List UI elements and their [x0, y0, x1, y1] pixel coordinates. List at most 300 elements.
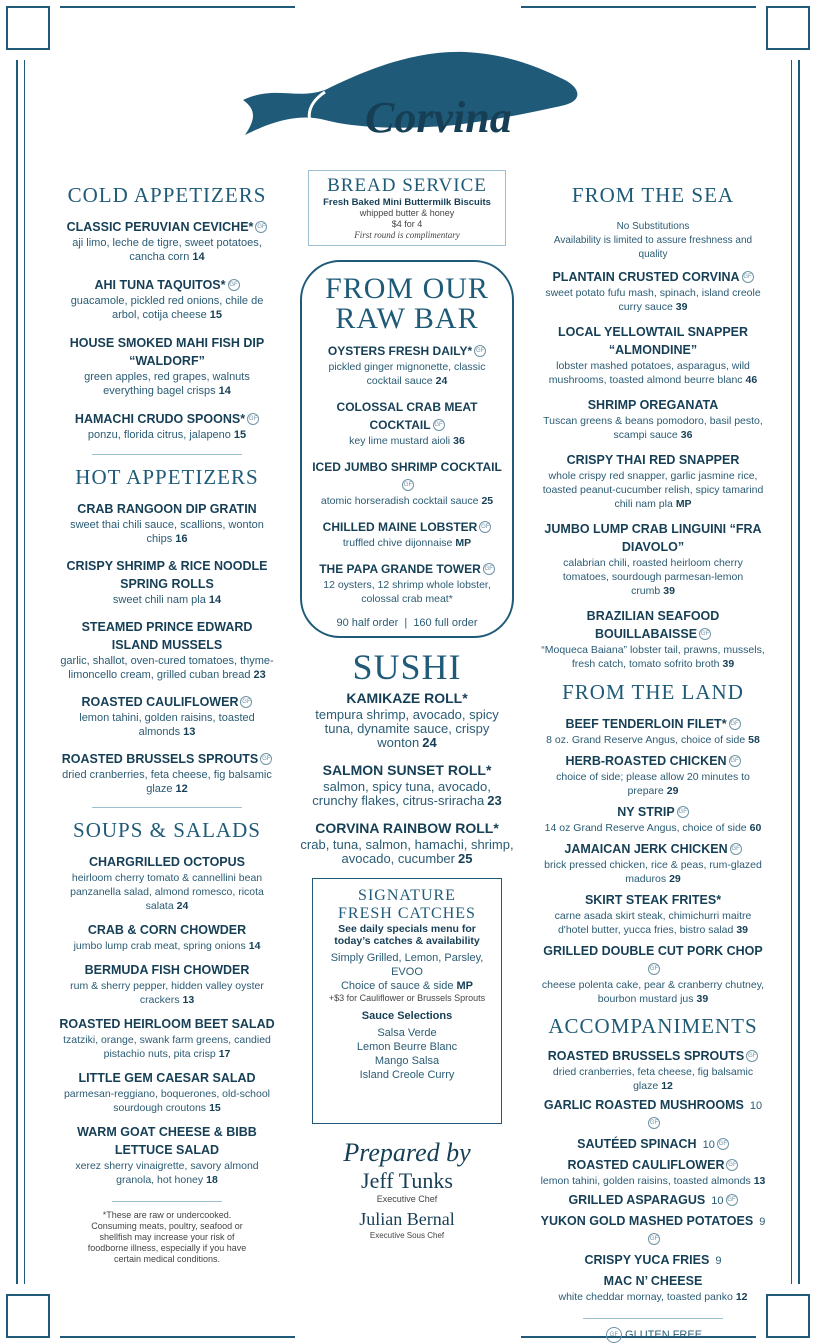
sea-note-2: Availability is limited to assure freshness and quality [553, 235, 753, 260]
left-column [58, 183, 276, 1265]
menu-item-name: YUKON GOLD MASHED POTATOES [540, 1214, 754, 1228]
menu-item-header [540, 715, 766, 733]
menu-item-header [58, 1123, 276, 1159]
menu-item-desc [540, 556, 766, 598]
menu-item [540, 1135, 766, 1153]
menu-item-desc-text: xerez sherry vinaigrette, savory almond granola, hot honey [75, 1160, 259, 1186]
from-the-sea-title: FROM THE SEA [571, 183, 735, 207]
menu-item-price: 39 [722, 658, 735, 670]
gluten-free-icon: GF [677, 806, 689, 818]
gluten-free-icon: GF [474, 345, 486, 357]
menu-item-price: 58 [748, 734, 760, 746]
frame-line-bottom-left [60, 1336, 295, 1338]
menu-item-header [540, 803, 766, 821]
menu-item-price: 23 [253, 669, 266, 681]
menu-item-name: COLOSSAL CRAB MEAT COCKTAIL [336, 400, 478, 432]
signature-choice [321, 979, 493, 993]
menu-item-header [58, 853, 276, 871]
sous-chef-title: Executive Sous Chef [369, 1231, 445, 1240]
gluten-free-icon: GF [479, 521, 491, 533]
menu-item-desc [540, 909, 766, 937]
menu-item-header [540, 1191, 766, 1209]
menu-item [58, 750, 276, 796]
menu-item-header [540, 520, 766, 556]
menu-item-price: 10 [708, 1195, 724, 1207]
menu-item-header [310, 398, 504, 434]
menu-item-desc-text: pickled ginger mignonette, classic cocktail sauce [328, 361, 486, 387]
menu-item [58, 410, 276, 442]
signature-box [312, 878, 502, 1124]
menu-item-desc-text: sweet thai chili sauce, scallions, wonton chips [70, 519, 264, 545]
menu-item-name: CRISPY SHRIMP & RICE NOODLE SPRING ROLLS [66, 559, 268, 591]
menu-item-desc [300, 780, 514, 808]
menu-item-name: CRAB & CORN CHOWDER [87, 923, 247, 937]
menu-item-desc-text: atomic horseradish cocktail sauce [320, 495, 479, 507]
menu-item-price: 29 [666, 785, 679, 797]
menu-item-desc-text: 12 oysters, 12 shrimp whole lobster, colossal crab meat* [323, 579, 491, 605]
menu-item-header [58, 961, 276, 979]
menu-item-desc [540, 1065, 766, 1093]
menu-item-desc-text: calabrian chili, roasted heirloom cherry tomatoes, sourdough parmesan-lemon crumb [562, 557, 744, 597]
gluten-free-icon: GF [648, 1117, 660, 1129]
menu-item-name: ICED JUMBO SHRIMP COCKTAIL [312, 460, 502, 474]
menu-item-desc [540, 770, 766, 798]
menu-item-header [310, 342, 504, 360]
menu-item [310, 342, 504, 388]
menu-item-desc-text: parmesan-reggiano, boquerones, old-school sourdough croutons [63, 1088, 271, 1114]
menu-item-desc-text: sweet potato fufu mash, spinach, island creole curry sauce [545, 287, 761, 313]
menu-item [58, 334, 276, 398]
sauce-item: Island Creole Curry [359, 1069, 455, 1081]
menu-item-price: 12 [175, 783, 188, 795]
sauce-list [321, 1026, 493, 1082]
gluten-free-icon: GF [402, 479, 414, 491]
menu-item-name: ROASTED CAULIFLOWER [81, 695, 239, 709]
divider [112, 1201, 222, 1202]
menu-item [540, 1251, 766, 1269]
menu-item-name: LOCAL YELLOWTAIL SNAPPER “ALMONDINE” [557, 325, 749, 357]
gluten-free-icon: GF [729, 755, 741, 767]
cold-appetizers-list [58, 218, 276, 442]
menu-item-desc-text: tzatziki, orange, swank farm greens, candied pistachio nuts, pita crisp [63, 1034, 271, 1060]
menu-item-header [58, 500, 276, 518]
frame-line-top-left [60, 6, 295, 8]
menu-item [540, 752, 766, 798]
menu-item-header [58, 1069, 276, 1087]
raw-bar-title: FROM OUR RAW BAR [325, 272, 489, 335]
menu-item-price: 29 [669, 873, 681, 885]
menu-item-price: 13 [183, 726, 196, 738]
menu-item-header [58, 750, 276, 768]
gluten-free-icon: GF [648, 1233, 660, 1245]
menu-item-price: 14 [248, 940, 261, 952]
menu-item-desc-text: whole crispy red snapper, garlic jasmine rice, toasted peanut-cucumber relish, spicy tamarind chili nam pla [542, 470, 764, 510]
menu-item-desc [58, 939, 276, 953]
menu-item [300, 762, 514, 808]
sushi-title: SUSHI [352, 647, 462, 687]
bread-service-note: First round is complimentary [354, 230, 460, 240]
menu-item-name: CLASSIC PERUVIAN CEVICHE* [66, 220, 254, 234]
gluten-free-icon: GF [648, 963, 660, 975]
raw-bar-box [300, 260, 514, 638]
menu-item-header [310, 560, 504, 578]
menu-item-name: CORVINA RAINBOW ROLL* [315, 820, 499, 836]
menu-item-desc [310, 360, 504, 388]
gluten-free-icon: GF [726, 1159, 738, 1171]
sauce-item: Lemon Beurre Blanc [356, 1041, 458, 1053]
gluten-free-icon: GF [606, 1327, 622, 1343]
menu-item-name: CHARGRILLED OCTOPUS [88, 855, 246, 869]
menu-item-name: HAMACHI CRUDO SPOONS* [74, 412, 246, 426]
menu-item-header [58, 693, 276, 711]
menu-item-price: 17 [218, 1048, 231, 1060]
gluten-free-label: GLUTEN FREE [625, 1328, 703, 1341]
menu-item-price: 13 [753, 1175, 766, 1187]
menu-item-desc-text: 14 oz Grand Reserve Angus, choice of side [544, 822, 747, 834]
menu-item-desc-text: salmon, spicy tuna, avocado, crunchy flakes, citrus-sriracha [312, 779, 491, 808]
menu-item-price: 39 [696, 993, 709, 1005]
menu-item-desc [540, 1290, 766, 1304]
menu-item-name: CHILLED MAINE LOBSTER [322, 520, 478, 534]
menu-item-price: 39 [675, 301, 688, 313]
prepared-by: Prepared by [343, 1138, 471, 1167]
menu-item-price: 18 [206, 1174, 218, 1186]
menu-item-name: BERMUDA FISH CHOWDER [84, 963, 250, 977]
gluten-free-icon: GF [260, 753, 272, 765]
menu-item-desc-text: lemon tahini, golden raisins, toasted almonds [79, 712, 255, 738]
menu-item-desc [58, 979, 276, 1007]
menu-item-price: 14 [218, 385, 231, 397]
menu-item-desc [540, 1174, 766, 1188]
menu-item [540, 268, 766, 314]
menu-item [58, 961, 276, 1007]
menu-item-name: SKIRT STEAK FRITES* [584, 893, 722, 907]
menu-item-desc [58, 593, 276, 607]
menu-item-desc [58, 871, 276, 913]
menu-item-name: THE PAPA GRANDE TOWER [319, 562, 481, 576]
menu-item-price: 46 [745, 374, 758, 386]
menu-item-name: PLANTAIN CRUSTED CORVINA [552, 270, 740, 284]
menu-item-desc [540, 414, 766, 442]
frame-top-left [6, 6, 50, 50]
chef-title: Executive Chef [376, 1194, 438, 1204]
menu-item-name: SAUTÉED SPINACH [577, 1137, 697, 1151]
menu-item-price: 23 [487, 793, 502, 808]
menu-item-price: 24 [176, 900, 189, 912]
gluten-free-icon: GF [742, 271, 754, 283]
right-column [540, 183, 766, 1343]
menu-item-price: MP [675, 498, 692, 510]
menu-item-desc-text: rum & sherry pepper, hidden valley oyster crackers [70, 980, 264, 1006]
menu-item-name: KAMIKAZE ROLL* [346, 690, 468, 706]
signature-note: See daily specials menu for today’s catches & availability [334, 923, 480, 947]
menu-item [58, 921, 276, 953]
menu-item-desc-text: heirloom cherry tomato & cannellini bean panzanella salad, almond romesco, ricota salata [70, 872, 264, 912]
gluten-free-legend [540, 1327, 766, 1343]
menu-item-name: HERB-ROASTED CHICKEN [565, 754, 727, 768]
menu-item [58, 500, 276, 546]
menu-item-price: 14 [208, 594, 222, 606]
menu-item-price: 39 [663, 585, 675, 597]
menu-item [540, 323, 766, 387]
gluten-free-icon: GF [726, 1194, 738, 1206]
bread-service-title: BREAD SERVICE [327, 175, 487, 196]
menu-item-header [58, 410, 276, 428]
menu-item [58, 557, 276, 607]
gluten-free-icon: GF [729, 718, 741, 730]
menu-item-name: NY STRIP [617, 805, 675, 819]
menu-item-name: WARM GOAT CHEESE & BIBB LETTUCE SALAD [77, 1125, 257, 1157]
frame-line-right-inner [791, 60, 792, 1284]
menu-item-name: HOUSE SMOKED MAHI FISH DIP “WALDORF” [69, 336, 265, 368]
menu-item-name: ROASTED CAULIFLOWER [567, 1158, 725, 1172]
menu-item-desc-text: brick pressed chicken, rice & peas, rum-glazed maduros [544, 859, 762, 885]
menu-item-desc-text: lemon tahini, golden raisins, toasted almonds [540, 1175, 751, 1187]
menu-item-desc [58, 518, 276, 546]
menu-item [310, 518, 504, 550]
frame-line-left [16, 60, 18, 1284]
menu-item [300, 690, 514, 750]
menu-item-header [540, 451, 766, 469]
divider [92, 807, 242, 808]
menu-item-desc-text: crab, tuna, salmon, hamachi, shrimp, avocado, cucumber [300, 837, 514, 866]
accompaniments-title: ACCOMPANIMENTS [548, 1014, 758, 1038]
menu-item-name: ROASTED HEIRLOOM BEET SALAD [59, 1017, 275, 1031]
gluten-free-icon: GF [255, 221, 267, 233]
menu-item-header [540, 396, 766, 414]
menu-item [540, 715, 766, 747]
soups-salads-title: SOUPS & SALADS [73, 818, 261, 842]
menu-item-desc [58, 768, 276, 796]
menu-item [58, 1123, 276, 1187]
menu-item-price: 16 [175, 533, 188, 545]
menu-item [540, 451, 766, 511]
signature-title: SIGNATURE [358, 887, 456, 904]
menu-item [540, 803, 766, 835]
menu-item-price: 9 [756, 1216, 766, 1228]
menu-item-desc [310, 434, 504, 448]
logo [235, 30, 585, 150]
bread-service-sub: whipped butter & honey [359, 208, 455, 218]
menu-item-desc-text: aji limo, leche de tigre, sweet potatoes, cancha corn [72, 237, 262, 263]
raw-bar-list [310, 342, 504, 606]
menu-item-price: 15 [209, 1102, 221, 1114]
menu-item-header [300, 820, 514, 838]
menu-item-desc-text: “Moqueca Baiana” lobster tail, prawns, mussels, fresh catch, tomato sofrito broth [541, 644, 765, 670]
menu-item-header [310, 518, 504, 536]
menu-item-header [58, 1015, 276, 1033]
menu-item-price: 15 [209, 309, 223, 321]
menu-item-price: 25 [457, 851, 473, 866]
menu-item-name: ROASTED BRUSSELS SPROUTS [547, 1049, 745, 1063]
menu-item [58, 693, 276, 739]
frame-bottom-right [766, 1294, 810, 1338]
menu-item-header [540, 942, 766, 978]
center-column [300, 170, 514, 1241]
sushi-list [300, 690, 514, 866]
bread-service [308, 170, 506, 246]
sauce-title: Sauce Selections [361, 1010, 453, 1022]
menu-item-desc-text: guacamole, pickled red onions, chile de arbol, cotija cheese [70, 295, 264, 321]
menu-item-desc [540, 733, 766, 747]
menu-item-desc [540, 643, 766, 671]
divider [583, 1318, 723, 1319]
menu-item [58, 218, 276, 264]
menu-item-name: AHI TUNA TAQUITOS* [94, 278, 226, 292]
menu-item-header [540, 1212, 766, 1248]
menu-item-header [540, 752, 766, 770]
brand-wordmark: Corvina [365, 93, 512, 142]
menu-item-header [540, 891, 766, 909]
signature-choice-text: Choice of sauce & side [340, 980, 454, 992]
menu-item-desc-text: dried cranberries, feta cheese, fig balsamic glaze [552, 1066, 754, 1092]
cold-appetizers-title: COLD APPETIZERS [67, 183, 267, 207]
menu-item-desc-text: sweet chili nam pla [112, 594, 206, 606]
gluten-free-icon: GF [247, 413, 259, 425]
menu-item-price: 10 [746, 1100, 763, 1112]
menu-item-name: GRILLED DOUBLE CUT PORK CHOP [543, 944, 763, 958]
menu-item-desc-text: jumbo lump crab meat, spring onions [73, 940, 246, 952]
menu-item-desc-text: garlic, shallot, oven-cured tomatoes, thyme-limoncello cream, grilled cuban bread [60, 655, 274, 681]
menu-item-name: ROASTED BRUSSELS SPROUTS [61, 752, 259, 766]
gluten-free-icon: GF [228, 279, 240, 291]
bread-service-line: Fresh Baked Mini Buttermilk Biscuits [323, 197, 491, 208]
menu-item [540, 1096, 766, 1132]
menu-item-desc [300, 838, 514, 866]
frame-line-top-right [521, 6, 756, 8]
menu-item-header [58, 218, 276, 236]
menu-item-price: 39 [736, 924, 749, 936]
soups-salads-list [58, 853, 276, 1187]
menu-item-desc-text: Tuscan greens & beans pomodoro, basil pesto, scampi sauce [543, 415, 763, 441]
hot-appetizers-title: HOT APPETIZERS [75, 465, 259, 489]
menu-item-header [540, 1272, 766, 1290]
menu-item-name: CRISPY THAI RED SNAPPER [566, 453, 740, 467]
menu-item-price: 13 [182, 994, 195, 1006]
menu-item [300, 820, 514, 866]
menu-item [540, 840, 766, 886]
menu-item-desc [300, 708, 514, 750]
sauce-item: Mango Salsa [374, 1055, 440, 1067]
menu-item-header [540, 1096, 766, 1132]
menu-item-price: 25 [481, 495, 494, 507]
menu-item-price: 14 [192, 251, 205, 263]
menu-item-name: GRILLED ASPARAGUS [568, 1193, 706, 1207]
gluten-free-icon: GF [730, 843, 742, 855]
menu-item-name: CRISPY YUCA FRIES [584, 1253, 710, 1267]
menu-item [540, 1191, 766, 1209]
menu-item-desc [58, 1033, 276, 1061]
menu-item-header [540, 1135, 766, 1153]
gluten-free-icon: GF [433, 419, 445, 431]
menu-item-desc [310, 494, 504, 508]
gluten-free-icon: GF [240, 696, 252, 708]
menu-item-desc-text: tempura shrimp, avocado, spicy tuna, dynamite sauce, crispy wonton [315, 707, 499, 750]
menu-item-desc-text: lobster mashed potatoes, asparagus, wild mushrooms, toasted almond beurre blanc [548, 360, 750, 386]
menu-item-name: STEAMED PRINCE EDWARD ISLAND MUSSELS [81, 620, 253, 652]
menu-item-desc-text: ponzu, florida citrus, jalapeno [87, 429, 231, 441]
divider [92, 454, 242, 455]
menu-item-header [58, 276, 276, 294]
gluten-free-icon: GF [699, 628, 711, 640]
gluten-free-icon: GF [483, 563, 495, 575]
menu-item-desc [540, 858, 766, 886]
bread-service-price: $4 for 4 [391, 219, 423, 229]
signature-subtitle: FRESH CATCHES [338, 905, 476, 922]
menu-item [540, 942, 766, 1006]
menu-item-desc-text: cheese polenta cake, pear & cranberry chutney, bourbon mustard jus [541, 979, 765, 1005]
menu-item-desc-text: 8 oz. Grand Reserve Angus, choice of side [546, 734, 746, 746]
menu-item [540, 607, 766, 671]
menu-item-desc [540, 469, 766, 511]
signature-prep: Simply Grilled, Lemon, Parsley, EVOO [330, 952, 484, 978]
menu-item-header [540, 1047, 766, 1065]
menu-item [58, 853, 276, 913]
menu-item-desc-text: white cheddar mornay, toasted panko [558, 1291, 733, 1303]
raw-food-disclaimer: *These are raw or undercooked. Consuming meats, poultry, seafood or shellfish may increase your risk of foodborne illness, especially if you have certain medical conditions. [87, 1210, 247, 1264]
menu-item-name: LITTLE GEM CAESAR SALAD [78, 1071, 256, 1085]
menu-item-desc [58, 1159, 276, 1187]
menu-item-desc-text: truffled chive dijonnaise [342, 537, 453, 549]
menu-item-header [58, 921, 276, 939]
menu-item-header [540, 1156, 766, 1174]
menu-item-header [540, 323, 766, 359]
menu-item-price: 60 [749, 822, 762, 834]
menu-item-header [58, 618, 276, 654]
menu-item-name: JAMAICAN JERK CHICKEN [564, 842, 728, 856]
menu-item-price: 12 [661, 1080, 673, 1092]
menu-item-price: 24 [422, 735, 437, 750]
menu-item-desc [58, 236, 276, 264]
menu-item-price: 10 [699, 1139, 715, 1151]
menu-item-header [540, 1251, 766, 1269]
menu-item-name: SHRIMP OREGANATA [587, 398, 719, 412]
menu-item-name: JUMBO LUMP CRAB LINGUINI “FRA DIAVOLO” [544, 522, 762, 554]
menu-item-desc [540, 978, 766, 1006]
tower-prices: 90 half order | 160 full order [336, 617, 478, 629]
menu-item-header [540, 840, 766, 858]
menu-item-header [300, 690, 514, 708]
menu-item-desc [310, 536, 504, 550]
menu-item-header [58, 334, 276, 370]
menu-item-desc [58, 654, 276, 682]
menu-item-name: OYSTERS FRESH DAILY* [327, 344, 473, 358]
gluten-free-icon: GF [717, 1138, 729, 1150]
sous-chef-name: Julian Bernal [359, 1209, 455, 1229]
from-the-land-title: FROM THE LAND [562, 680, 744, 704]
menu-item [540, 520, 766, 598]
hot-appetizers-list [58, 500, 276, 796]
menu-item-name: MAC N’ CHEESE [603, 1274, 703, 1288]
menu-item-desc-text: green apples, red grapes, walnuts everything bagel crisps [84, 371, 250, 397]
menu-item-desc [310, 578, 504, 606]
frame-line-right [798, 60, 800, 1284]
menu-item [310, 560, 504, 606]
menu-item-name: GARLIC ROASTED MUSHROOMS [543, 1098, 744, 1112]
accompaniments-list [540, 1047, 766, 1304]
menu-item [540, 1212, 766, 1248]
sauce-item: Salsa Verde [377, 1027, 437, 1039]
menu-item-desc [58, 294, 276, 322]
menu-item [310, 458, 504, 508]
frame-top-right [766, 6, 810, 50]
menu-item-desc [58, 428, 276, 442]
menu-item-desc [540, 359, 766, 387]
menu-item [58, 1015, 276, 1061]
menu-item [540, 891, 766, 937]
menu-item-header [310, 458, 504, 494]
menu-item-desc-text: dried cranberries, feta cheese, fig balsamic glaze [62, 769, 272, 795]
